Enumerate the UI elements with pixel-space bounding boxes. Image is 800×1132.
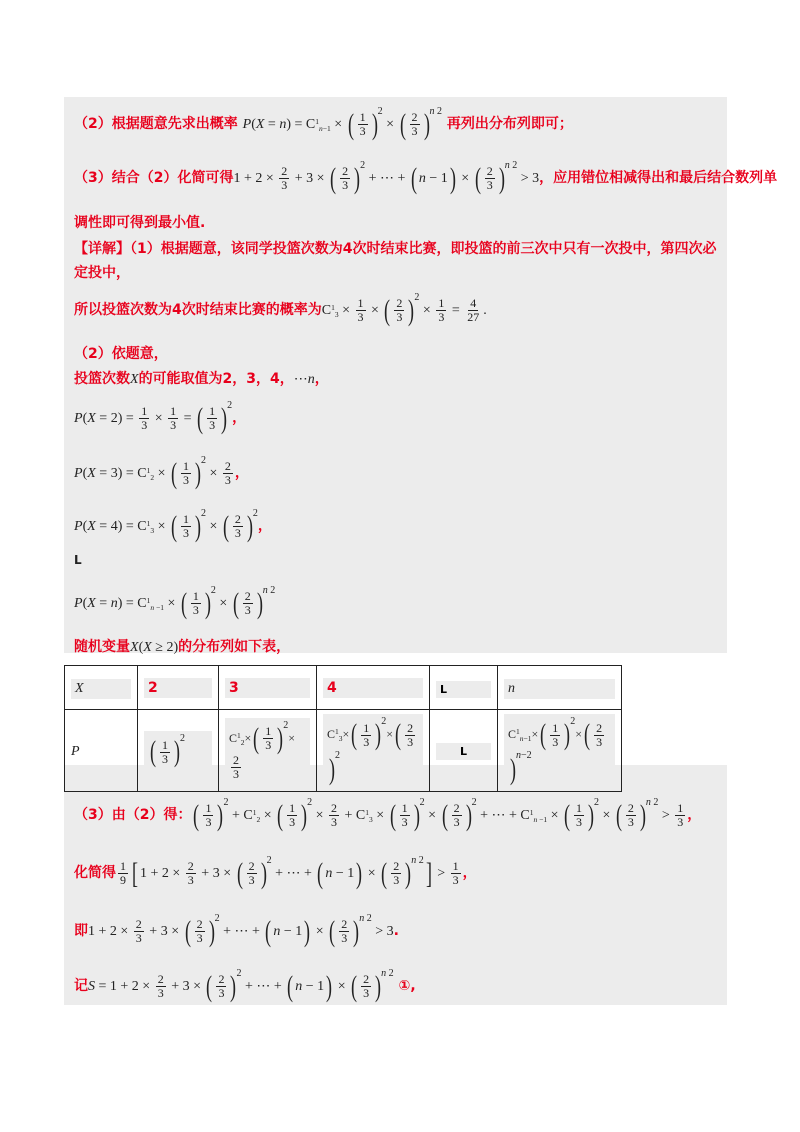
cell-p2: ( $\frac{1}{3}$ )$^2$ bbox=[144, 731, 212, 769]
prob-x2: P(X = 2) = $\frac{1}{3}$ × $\frac{1}{3}$ = ( $\frac{1}{3}$ )$^2$， bbox=[74, 400, 247, 435]
header-2: 2 bbox=[144, 678, 212, 698]
detail-line2: 定投中， bbox=[74, 265, 130, 281]
cell-p3: $C^1_2\times$( $\frac{1}{3}$ )$^2$× $\frac{2}{3}$ bbox=[225, 718, 310, 783]
prob-x4: $P(X = 4) = C^1_3$ × ( $\frac{1}{3}$ )$^2$ × ( $\frac{2}{3}$ )$^2$， bbox=[74, 508, 272, 543]
row-p-label: P bbox=[71, 744, 80, 760]
simplify-line: 化简得 $\frac{1}{9}$ [ 1 + 2 × $\frac{2}{3}$ + 3 × ( $\frac{2}{3}$ )$^2$ + ⋯ + ( n − 1) × ( $\frac{2}{3}$ )$^{n 2}$] > $\frac{1}{3}$ ， bbox=[74, 855, 477, 890]
analysis-part3: （3）结合（2）化简可得1 + 2 × $\frac{2}{3}$ + 3 × ( $\frac{2}{3}$ )$^2$ + ⋯ + ( n − 1) × ( $\frac{2}{3}$ )$^{n 2}$ > 3，应用错位相减得出和最后结合数列单 bbox=[74, 160, 778, 195]
header-3: 3 bbox=[225, 678, 310, 698]
part3-inequality: （3）由（2）得：( $\frac{1}{3}$ )$^2 + C^1_2$ × ( $\frac{1}{3}$ )$^2$ × $\frac{2}{3}$ + $C^1_3$ × ( $\frac{1}{3}$ )$^2$ × ( $\frac{2}{3}$ )$^2$ + ⋯ + $C^1_{n -1}$ × ( $\frac{1}{3}$ )$^2$ × ( $\frac{2}{3}$ )$^{n 2}$ > $\frac{1}{3}$ ， bbox=[74, 797, 702, 832]
detail-line1: 【详解】（1）根据题意，该同学投篮次数为4次时结束比赛，即投篮的前三次中只有一次投中，第四次必 bbox=[74, 241, 717, 257]
cell-p4: $C^1_3\times$( $\frac{1}{3}$ )$^2$×( $\frac{2}{3}$ )$^2$ bbox=[323, 714, 423, 787]
table-prob-row bbox=[65, 710, 622, 792]
table-header-row bbox=[65, 666, 622, 710]
prob-xn: $P(X = n) = C^1_{n -1}$ × ( $\frac{1}{3}$ )$^2$ × ( $\frac{2}{3}$ )$^{n 2}$ bbox=[74, 585, 276, 620]
distribution-table bbox=[64, 665, 622, 792]
ellipsis-marker: L bbox=[74, 553, 82, 567]
part2-values: 投篮次数X的可能取值为2，3，4，⋯n， bbox=[74, 371, 329, 387]
analysis-part2: （2）根据题意先求出概率 $P(X = n) = C^1_{n-1}$ × ( $\frac{1}{3}$ )$^2$ × ( $\frac{2}{3}$ )$^{n 2}$ 再列出分布列即可； bbox=[74, 106, 573, 141]
header-x: X bbox=[71, 679, 131, 699]
part2-title: （2）依题意， bbox=[74, 346, 168, 362]
ji-line: 即1 + 2 × $\frac{2}{3}$ + 3 × ( $\frac{2}{3}$ )$^2$ + ⋯ + ( n − 1) × ( $\frac{2}{3}$ )$^{n 2}$ > 3. bbox=[74, 913, 399, 948]
let-s-line: 记S = 1 + 2 × $\frac{2}{3}$ + 3 × ( $\frac{2}{3}$ )$^2$ + ⋯ + ( n − 1) × ( $\frac{2}{3}$ )$^{n 2}$ ①, bbox=[74, 968, 416, 1003]
analysis-part3-line2: 调性即可得到最小值. bbox=[74, 215, 206, 231]
header-n: n bbox=[504, 679, 615, 699]
table-intro: 随机变量X(X ≥ 2)的分布列如下表， bbox=[74, 639, 291, 655]
header-4: 4 bbox=[323, 678, 423, 698]
cell-ellipsis: L bbox=[436, 743, 491, 760]
prob-x3: $P(X = 3) = C^1_2$ × ( $\frac{1}{3}$ )$^2$ × $\frac{2}{3}$ ， bbox=[74, 455, 249, 490]
header-ellipsis: L bbox=[436, 681, 491, 698]
detail-line3: 所以投篮次数为4次时结束比赛的概率为$C^1_3$ × $\frac{1}{3}$ × ( $\frac{2}{3}$ )$^2$ × $\frac{1}{3}$ = $\frac{4}{27}$ . bbox=[74, 292, 487, 327]
cell-pn: $C^1_{n-1}\times$( $\frac{1}{3}$ )$^2$×( $\frac{2}{3}$ )$^{n-2}$ bbox=[504, 714, 615, 787]
